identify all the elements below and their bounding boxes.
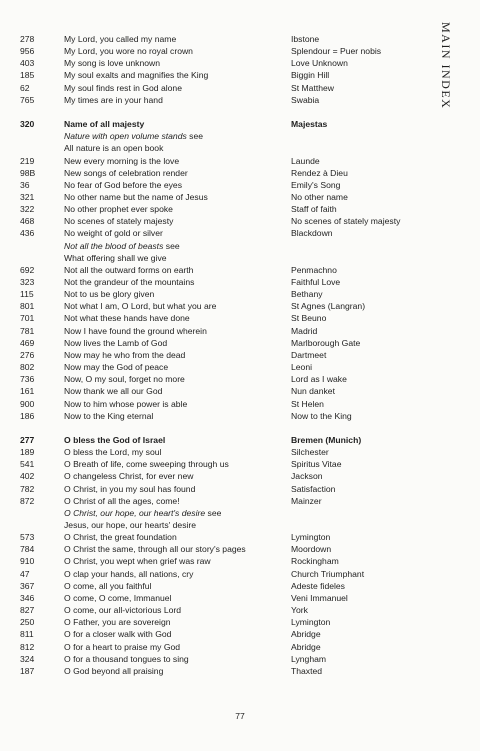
hymn-number: 468 [20,216,35,227]
index-entry [0,167,430,179]
first-line [64,264,193,276]
hymn-number: 403 [20,58,35,69]
first-line-text: No other name but the name of Jesus [64,191,208,202]
first-line [64,373,185,385]
see-reference: see [189,131,204,142]
first-line-text: O Christ, the great foundation [64,532,177,543]
tune-name: St Helen [291,398,324,409]
tune-name: Splendour = Puer nobis [291,46,382,57]
see-reference: see [207,507,222,518]
first-line [64,252,167,264]
first-line [64,82,182,94]
tune-name: Silchester [291,447,329,458]
hymn-number: 187 [20,665,35,676]
tune-name: Satisfaction [291,483,336,494]
tune-name: St Beuno [291,313,327,324]
index-entry [0,446,430,458]
hymn-number: 115 [20,289,34,300]
hymn-number: 36 [20,179,30,190]
index-entry [0,312,430,324]
index-entry [0,227,430,239]
tune-name: Abridge [291,641,321,652]
first-line [64,446,161,458]
first-line [64,628,171,640]
tune-name: Thaxted [291,665,323,676]
hymn-number: 872 [20,495,35,506]
index-entry [0,580,430,592]
first-line-text: My Lord, you called my name [64,34,177,44]
hymn-number: 346 [20,592,35,603]
hymn-number: 573 [20,532,35,543]
hymn-number: 321 [20,191,35,202]
first-line [64,580,151,592]
tune-name: Church Triumphant [291,568,365,579]
first-line [64,69,208,81]
first-line-text: My soul finds rest in God alone [64,82,182,93]
first-line [64,312,190,324]
first-line-text: O changeless Christ, for ever new [64,471,194,482]
tune-name: Mainzer [291,495,322,506]
hymn-number: 367 [20,580,35,591]
index-entry [0,616,430,628]
hymn-number: 320 [20,119,35,130]
index-entry [0,325,430,337]
index-entry [0,337,430,349]
first-line-text: Nature with open volume stands [64,131,187,142]
first-line-text: Not all the outward forms on earth [64,264,194,275]
hymn-number: 402 [20,471,35,482]
index-entry [0,276,430,288]
hymn-number: 812 [20,641,35,652]
index-entry [0,568,430,580]
first-line-text: Now lives the Lamb of God [64,337,168,348]
tune-name: Lyngham [291,653,327,664]
hymn-number: 276 [20,349,35,360]
hymn-number: 784 [20,544,35,555]
hymn-number: 765 [20,94,35,105]
tune-name: Rockingham [291,556,339,567]
index-entry [0,118,430,130]
tune-name: Abridge [291,629,321,640]
first-line-text: My times are in your hand [64,94,163,105]
first-line-text: O come, all you faithful [64,580,152,591]
hymn-number: 541 [20,459,35,470]
first-line-text: O for a thousand tongues to sing [64,653,189,664]
first-line [64,94,163,106]
index-entry [0,410,430,422]
hymn-number: 701 [20,313,35,324]
first-line-text: O come, our all-victorious Lord [64,605,182,616]
first-line-text: Now, O my soul, forget no more [64,374,185,385]
tune-name: Now to the King [291,410,352,421]
first-line-text: No weight of gold or silver [64,228,163,239]
first-line [64,191,208,203]
first-line [64,349,185,361]
first-line-text: O bless the Lord, my soul [64,447,162,458]
index-entry [0,69,430,81]
index-entry [0,264,430,276]
first-line [64,179,182,191]
first-line-text: Name of all majesty [64,119,145,130]
tune-name: Adeste fideles [291,580,345,591]
index-entry [0,45,430,57]
first-line [64,276,194,288]
first-line [64,592,171,604]
index-entry [0,252,430,264]
first-line [64,555,211,567]
first-line [64,33,176,45]
first-line [64,337,167,349]
first-line-text: Now to him whose power is able [64,398,188,409]
first-line [64,325,207,337]
first-line [64,398,187,410]
tune-name: No other name [291,191,348,202]
hymn-number: 802 [20,362,35,373]
index-entry [0,33,430,45]
first-line [64,470,193,482]
index-entry [0,385,430,397]
first-line-text: O come, O come, Immanuel [64,592,172,603]
first-line-text: My Lord, you wore no royal crown [64,46,193,57]
first-line-text: No other prophet ever spoke [64,204,173,215]
first-line-text: O for a closer walk with God [64,629,172,640]
first-line [64,57,160,69]
index-entry [0,495,430,507]
first-line [64,227,163,239]
first-line [64,543,246,555]
tune-name: Lord as I wake [291,374,347,385]
first-line [64,641,180,653]
first-line-text: O Christ, in you my soul has found [64,483,196,494]
first-line [64,568,193,580]
hymn-number: 900 [20,398,35,409]
first-line-text: O Christ, you wept when grief was raw [64,556,211,567]
index-entry [0,543,430,555]
index-entry [0,130,430,142]
first-line-text: O Christ the same, through all our story's pages [64,544,246,555]
tune-name: Moordown [291,544,332,555]
index-entry [0,191,430,203]
first-line-text: Not what I am, O Lord, but what you are [64,301,217,312]
first-line-text: O Breath of life, come sweeping through us [64,459,229,470]
index-entry [0,653,430,665]
first-line [64,288,154,300]
tune-name: Rendez à Dieu [291,167,348,178]
first-line-text: O clap your hands, all nations, cry [64,568,194,579]
first-line [64,653,189,665]
section-tab-label: MAIN INDEX [439,22,453,110]
index-entry [0,592,430,604]
hymn-number: 324 [20,653,35,664]
tune-name: Lymington [291,617,331,628]
tune-name: St Matthew [291,82,334,93]
tune-name: Swabia [291,94,320,105]
tune-name: Majestas [291,119,328,130]
first-line-text: Now to the King eternal [64,410,154,421]
tune-name: No scenes of stately majesty [291,216,401,227]
tune-name: Nun danket [291,386,335,397]
tune-name: Spiritus Vitae [291,459,342,470]
index-entry [0,57,430,69]
tune-name: St Agnes (Langran) [291,301,366,312]
first-line [64,604,181,616]
tune-name: Bethany [291,289,323,300]
first-line [64,155,179,167]
first-line [64,142,163,154]
index-entry [0,203,430,215]
first-line-text: Now may the God of peace [64,362,169,373]
hymn-number: 692 [20,264,35,275]
tune-name: Love Unknown [291,58,348,69]
first-line-text: Now may he who from the dead [64,349,186,360]
first-line-text: O bless the God of Israel [64,434,166,445]
first-line-text: Now I have found the ground wherein [64,325,207,336]
tune-name: Blackdown [291,228,333,239]
first-line [64,665,163,677]
index-entry [0,665,430,677]
hymn-number: 801 [20,301,35,312]
first-line [64,434,165,446]
index-entry [0,507,430,519]
index-entry [0,531,430,543]
index-entry [0,215,430,227]
tune-name: Madrid [291,325,318,336]
hymn-number: 161 [20,386,35,397]
tune-name: Faithful Love [291,277,341,287]
first-line [64,167,188,179]
tune-name: Ibstone [291,34,320,44]
index-entry [0,555,430,567]
hymn-number: 781 [20,325,35,336]
first-line [64,495,180,507]
tune-name: Jackson [291,471,323,482]
first-line [64,483,195,495]
hymn-number: 278 [20,34,35,44]
see-reference: see [165,240,180,251]
index-entry [0,288,430,300]
index-entry [0,300,430,312]
hymn-number: 910 [20,556,35,567]
index-entry [0,349,430,361]
tune-name: Launde [291,155,320,166]
first-line-text: O for a heart to praise my God [64,641,181,652]
first-line [64,531,177,543]
index-entry [0,628,430,640]
index-entry [0,398,430,410]
first-line-text: No fear of God before the eyes [64,179,182,190]
first-line-text: Not to us be glory given [64,289,155,300]
first-line-text: New every morning is the love [64,155,180,166]
first-line [64,385,162,397]
index-entry [0,179,430,191]
first-line-text: No scenes of stately majesty [64,216,174,227]
tune-name: Penmachno [291,264,337,275]
hymn-number: 62 [20,82,30,93]
first-line [64,45,193,57]
first-line [64,130,203,142]
tune-name: Marlborough Gate [291,337,361,348]
index-entry [0,142,430,154]
hymn-number: 322 [20,204,35,215]
first-line-text: O Christ, our hope, our heart's desire [64,507,206,518]
tune-name: Dartmeet [291,349,327,360]
tune-name: Staff of faith [291,204,337,215]
hymn-number: 98B [20,167,36,178]
first-line-text: Jesus, our hope, our hearts' desire [64,520,197,530]
hymn-number: 250 [20,617,35,628]
first-line [64,361,168,373]
hymn-number: 736 [20,374,35,385]
index-entry [0,519,430,531]
first-line [64,507,221,519]
index-entry [0,361,430,373]
tune-name: Lymington [291,532,331,543]
hymn-number: 469 [20,337,35,348]
index-entry [0,641,430,653]
first-line [64,300,216,312]
first-line-text: Not the grandeur of the mountains [64,277,195,287]
first-line-text: O Father, you are sovereign [64,617,171,628]
first-line-text: Not what these hands have done [64,313,190,324]
first-line-text: All nature is an open book [64,143,164,154]
index-entry [0,94,430,106]
hymn-number: 436 [20,228,35,239]
hymn-number: 323 [20,277,35,287]
first-line-text: New songs of celebration render [64,167,188,178]
page-number: 77 [235,711,245,721]
hymn-number: 811 [20,629,34,640]
index-entry [0,434,430,446]
index-entry [0,604,430,616]
index-entry [0,483,430,495]
hymn-number: 782 [20,483,35,494]
hymn-number: 189 [20,447,35,458]
index-entry [0,82,430,94]
hymn-number: 956 [20,46,35,57]
tune-name: Emily's Song [291,179,341,190]
index-entry [0,458,430,470]
first-line [64,458,229,470]
tune-name: Bremen (Munich) [291,434,362,445]
index-entry [0,470,430,482]
index-entry [0,155,430,167]
first-line [64,240,180,252]
hymn-number: 185 [20,70,35,81]
first-line-text: O Christ of all the ages, come! [64,495,180,506]
first-line-text: Now thank we all our God [64,386,163,397]
index-entry [0,373,430,385]
first-line [64,203,173,215]
first-line-text: My song is love unknown [64,58,161,69]
first-line [64,118,144,130]
tune-name: Leoni [291,362,313,373]
first-line-text: My soul exalts and magnifies the King [64,70,209,81]
tune-name: York [291,605,308,616]
first-line [64,519,196,531]
hymn-number: 186 [20,410,35,421]
tune-name: Veni Immanuel [291,592,348,603]
first-line-text: What offering shall we give [64,252,167,263]
first-line [64,215,173,227]
first-line [64,410,153,422]
hymn-number: 277 [20,434,35,445]
first-line [64,616,171,628]
hymn-number: 47 [20,568,30,579]
hymn-number: 219 [20,155,35,166]
first-line-text: O God beyond all praising [64,665,164,676]
tune-name: Biggin Hill [291,70,330,81]
index-entry [0,240,430,252]
first-line-text: Not all the blood of beasts [64,240,164,251]
hymn-number: 827 [20,605,35,616]
